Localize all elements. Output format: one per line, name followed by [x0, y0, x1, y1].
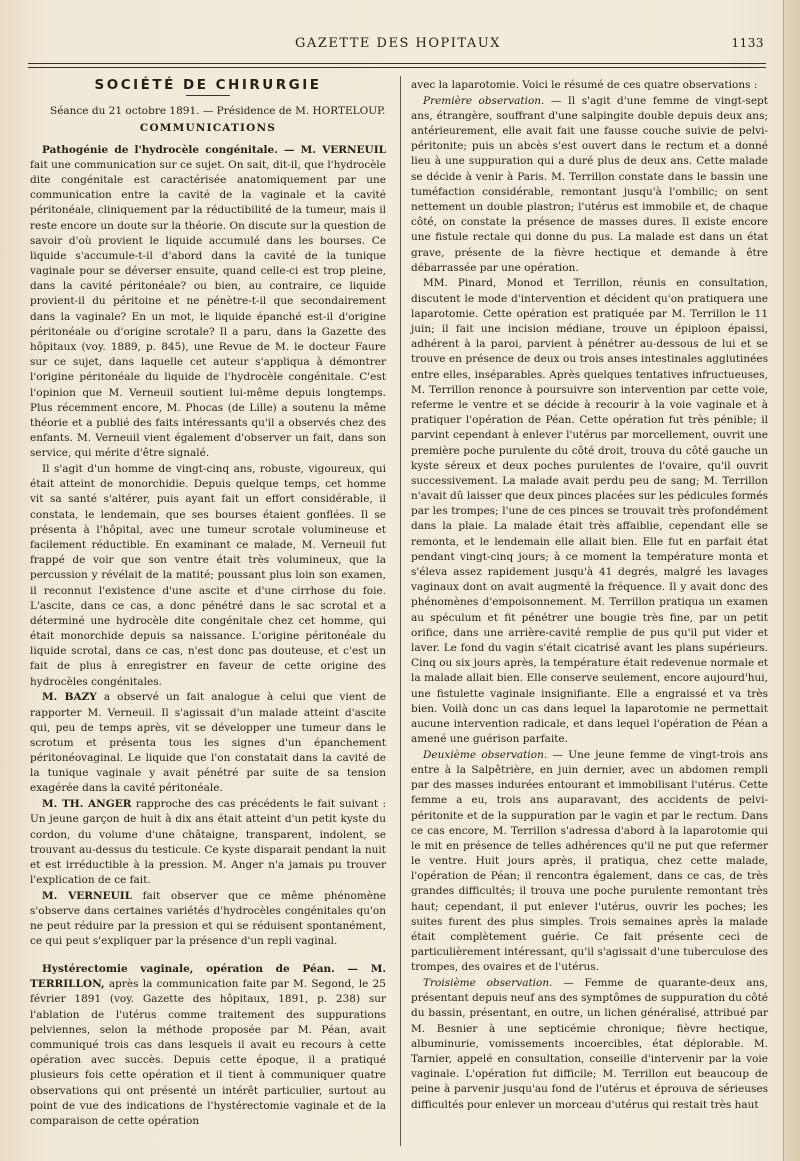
paragraph-text: — Il s'agit d'une femme de vingt-sept ans, étrangère, souffrant d'une salpingite double depuis deux ans; antérieurement, elle avait fait une fausse couche suivie de pelvi-péritonite; puis un abcès s'est ouvert dans le rectum et a donné lieu à une suppuration qui a duré plus de deux ans. Cette malade se décide à venir à Paris. M. Terrillon constate dans le bassin une tuméfaction considérable, remontant jusqu'à l'ombilic; on sent nettement un double plastron; l'utérus est immobile et, de chaque côté, on constate la présence de masses dures. Il existe encore une fistule rectale qui donne du pus. La malade est dans un état grave, présente de la fièvre hectique et demande à être débarrassée par une opération. [411, 94, 768, 274]
section-title: SOCIÉTÉ DE CHIRURGIE [94, 77, 322, 93]
speaker-name: M. BAZY [42, 691, 97, 704]
paragraph-text: fait une communication sur ce sujet. On sait, dit-il, que l'hydrocèle dite congénitale est caractérisée anatomiquement par une communication entre la cavité de la vaginale et la cavité péritonéale, cliniquement par la réductibilité de la tumeur, mais il reste encore un doute sur la théorie. On discute sur la question de savoir d'où provient le liquide accumulé dans les bourses. Ce liquide s'accumule-t-il d'abord dans la cavité de la tunique vaginale pour se déverser ensuite, quand celle-ci est trop pleine, dans la cavité péritonéale? ou bien, au contraire, ce liquide provient-il du péritoine et ne pénètre-t-il que secondairement dans la vaginale? En un mot, le liquide épanché est-il d'origine péritonéale ou d'origine scrotale? Il a paru, dans la Gazette des hôpitaux (voy. 1889, p. 845), une Revue de M. le docteur Faure sur ce sujet, dans laquelle cet auteur s'appliqua à démontrer l'origine péritonéale du liquide de l'hydrocèle congénitale. C'est l'opinion que M. Verneuil soutient lui-même depuis longtemps. Plus récemment encore, M. Phocas (de Lille) a soutenu la même théorie et a publié des faits intéressants qu'il a observés chez des enfants. M. Verneuil vient également d'observer un fait, dans son service, qui mérite d'être signalé. [30, 158, 386, 460]
paragraph-text: a observé un fait analogue à celui que vient de rapporter M. Verneuil. Il s'agissait d'un malade atteint d'ascite qui, peu de temps après, vit se développer une tumeur dans le scrotum et présenta tous les signes d'un épanchement péritonéovaginal. Le liquide que l'on constatait dans la cavité de la tunique vaginale y avait pénétré par suite de sa tension exagérée dans la cavité péritonéale. [30, 691, 386, 795]
paragraph-text: après la communication faite par M. Segond, le 25 février 1891 (voy. Gazette des hôpitaux, 1891, p. 238) sur l'ablation de l'utérus comme traitement des suppurations pelviennes, selon la méthode proposée par M. Péan, avait communiqué trois cas dans lesquels il avait eu recours à cette opération avec succès. Depuis cette époque, il a pratiqué plusieurs fois cette opération et il tient à communiquer quatre observations qui ont présenté un intérêt particulier, surtout au point de vue des indications de l'hystérectomie vaginale et de la comparaison de cette opération [30, 978, 386, 1127]
paragraph-case: Il s'agit d'un homme de vingt-cinq ans, robuste, vigoureux, qui était atteint de monorchidie. Depuis quelque temps, cet homme vit sa santé s'altérer, puis ayant fait un effort considérable, il constata, le lendemain, que ses bourses étaient gonflées. Il se présenta à l'hôpital, avec une tumeur scrotale volumineuse et facilement réductible. En examinant ce malade, M. Verneuil fut frappé de voir que son ventre était très volumineux, que la percussion y révélait de la matité; poussant plus loin son examen, il reconnut l'existence d'une ascite et d'une cirrhose du foie. L'ascite, dans ce cas, a donc pénétré dans le sac scrotal et a déterminé une hydrocèle dite congénitale chez cet homme, qui était monorchide depuis sa naissance. L'origine péritonéale du liquide scrotal, dans ce cas, n'est donc pas douteuse, et c'est un fait de plus à enregistrer en faveur de cette origine des hydrocèles congénitales. [30, 463, 386, 688]
paragraph-hydrocele [30, 143, 386, 462]
title-rule [186, 95, 230, 96]
observation-heading: Troisième observation. [423, 977, 553, 990]
paragraph-observation-3 [411, 976, 768, 1113]
run-in-heading: Hystérectomie vaginale, opération de Péan. — M. TERRILLON, [30, 963, 386, 991]
paragraph-text: — Une jeune femme de vingt-trois ans entre à la Salpêtrière, en juin dernier, avec un abdomen rempli par des masses indurées entourant et immobilisant l'utérus. Cette femme a eu, trois ans auparavant, des accidents de pelvi-péritonite et de la suppuration par le vagin et par le rectum. Dans ce cas encore, M. Terrillon s'adressa d'abord à la laparotomie qui le mit en présence de telles adhérences qu'il ne put que refermer le ventre. Huit jours après, il pratiqua, chez cette malade, l'opération de Péan; il rencontra également, dans ce cas, de très grandes difficultés; il trouva une poche purulente remontant très haut; cependant, il put enlever l'utérus, ouvrir les poches; les suites furent des plus simples. Trois semaines après la malade était complètement guérie. Ce fait présente ceci de particulièrement intéressant, qu'il s'agissait d'une tuberculose des trompes, des ovaires et de l'utérus. [411, 748, 768, 974]
session-line: Séance du 21 octobre 1891. — Présidence de M. HORTELOUP. [50, 105, 386, 118]
paragraph-anger [30, 797, 386, 888]
paragraph-bazy [30, 690, 386, 796]
header-rule-thin [28, 67, 766, 68]
speaker-name: M. VERNEUIL [42, 889, 133, 902]
observation-heading: Première observation. [423, 94, 545, 107]
run-in-heading: Pathogénie de l'hydrocèle congénitale. — M. VERNEUIL [42, 143, 386, 156]
right-column [411, 78, 768, 1113]
left-column [30, 78, 386, 1130]
running-title: GAZETTE DES HOPITAUX [295, 36, 501, 51]
page-header [28, 34, 768, 56]
paragraph-verneuil [30, 889, 386, 950]
paragraph-consultation: MM. Pinard, Monod et Terrillon, réunis en consultation, discutent le mode d'intervention et décident qu'on pratiquera une laparotomie. Cette opération est pratiquée par M. Terrillon le 11 juin; il fait une incision médiane, trouve un épiploon épaissi, adhérent à la paroi, parvient à pénétrer au-dessous de lui et se trouve en présence de deux ou trois anses intestinales agglutinées entre elles, inséparables. Après quelques tentatives infructueuses, M. Terrillon renonce à poursuivre son intervention par cette voie, referme le ventre et se décide à recourir à la voie vaginale et à pratiquer l'opération de Péan. Cette opération fut très pénible; il parvint cependant à enlever l'utérus par morcellement, ouvrit une première poche purulente du côté droit, trouva du côté gauche un kyste séreux et deux poches purulentes de l'ovaire, qu'il ouvrit successivement. La malade avait perdu peu de sang; M. Terrillon n'avait dû laisser que deux pinces placées sur les pédicules formés par les trompes; l'une de ces pinces se trouvait très profondément dans la plaie. La malade était très affaiblie, cependant elle se remonta, et le lendemain elle allait bien. Elle fut en parfait état pendant vingt-cinq jours; à ce moment la température monta et s'éleva assez rapidement jusqu'à 41 degrés, malgré les lavages vaginaux dont on avait augmenté la fréquence. Il y avait donc des phénomènes d'empoisonnement. M. Terrillon pratiqua un examen au spéculum et fit pénétrer une bougie très fine, par un petit orifice, dans une arrière-cavité remplie de pus qu'il put vider et laver. Le fond du vagin s'était cicatrisé avant les plans supérieurs. Cinq ou six jours après, la température était redevenue normale et la malade allait bien. Elle conserve seulement, encore aujourd'hui, une fistulette vaginale insignifiante. Elle a engraissé et va très bien. Voilà donc un cas dans lequel la laparotomie ne permettait aucune intervention radicale, et dans lequel l'opération de Péan a amené une guérison parfaite. [411, 277, 768, 746]
page-number: 1133 [731, 36, 764, 50]
paragraph-observation-2 [411, 748, 768, 976]
paragraph-observation-1 [411, 94, 768, 276]
paragraph-text: rapproche des cas précédents le fait suivant : Un jeune garçon de huit à dix ans était atteint d'un petit kyste du cordon, du volume d'une châtaigne, transparent, indolent, se trouvant au-dessus du testicule. Ce kyste disparait pendant la nuit et est irréductible à la pression. M. Anger n'a jamais pu trouver l'explication de ce fait. [30, 798, 387, 887]
paragraph-text: fait observer que ce même phénomène s'observe dans certaines variétés d'hydrocèles congénitales qu'on ne peut réduire par la pression et qui se réduisent spontanément, ce qui peut s'expliquer par la présence d'un repli vaginal. [30, 889, 386, 948]
page-fold-edge [783, 0, 800, 1161]
header-rule-thick [28, 63, 766, 64]
section-gap [30, 950, 386, 962]
paragraph-hysterectomie [30, 962, 386, 1129]
paragraph-continuation: avec la laparotomie. Voici le résumé de ces quatre observations : [411, 79, 758, 91]
speaker-name: M. TH. ANGER [42, 798, 132, 811]
communications-subtitle: COMMUNICATIONS [139, 122, 277, 135]
observation-heading: Deuxième observation. [423, 748, 548, 761]
paragraph-text: — Femme de quarante-deux ans, présentant depuis neuf ans des symptômes de suppuration du côté du bassin, présentant, en outre, un lichen généralisé, attribué par M. Besnier à une septicémie chronique; fièvre hectique, albuminurie, vomissements incoercibles, état déplorable. M. Tarnier, appelé en consultation, conseille d'intervenir par la voie vaginale. L'opération fut difficile; M. Terrillon eut beaucoup de peine à parvenir jusqu'au fond de l'utérus et éprouva de sérieuses difficultés pour enlever un morceau d'utérus qui restait très haut [411, 977, 768, 1111]
column-divider [400, 76, 401, 1146]
